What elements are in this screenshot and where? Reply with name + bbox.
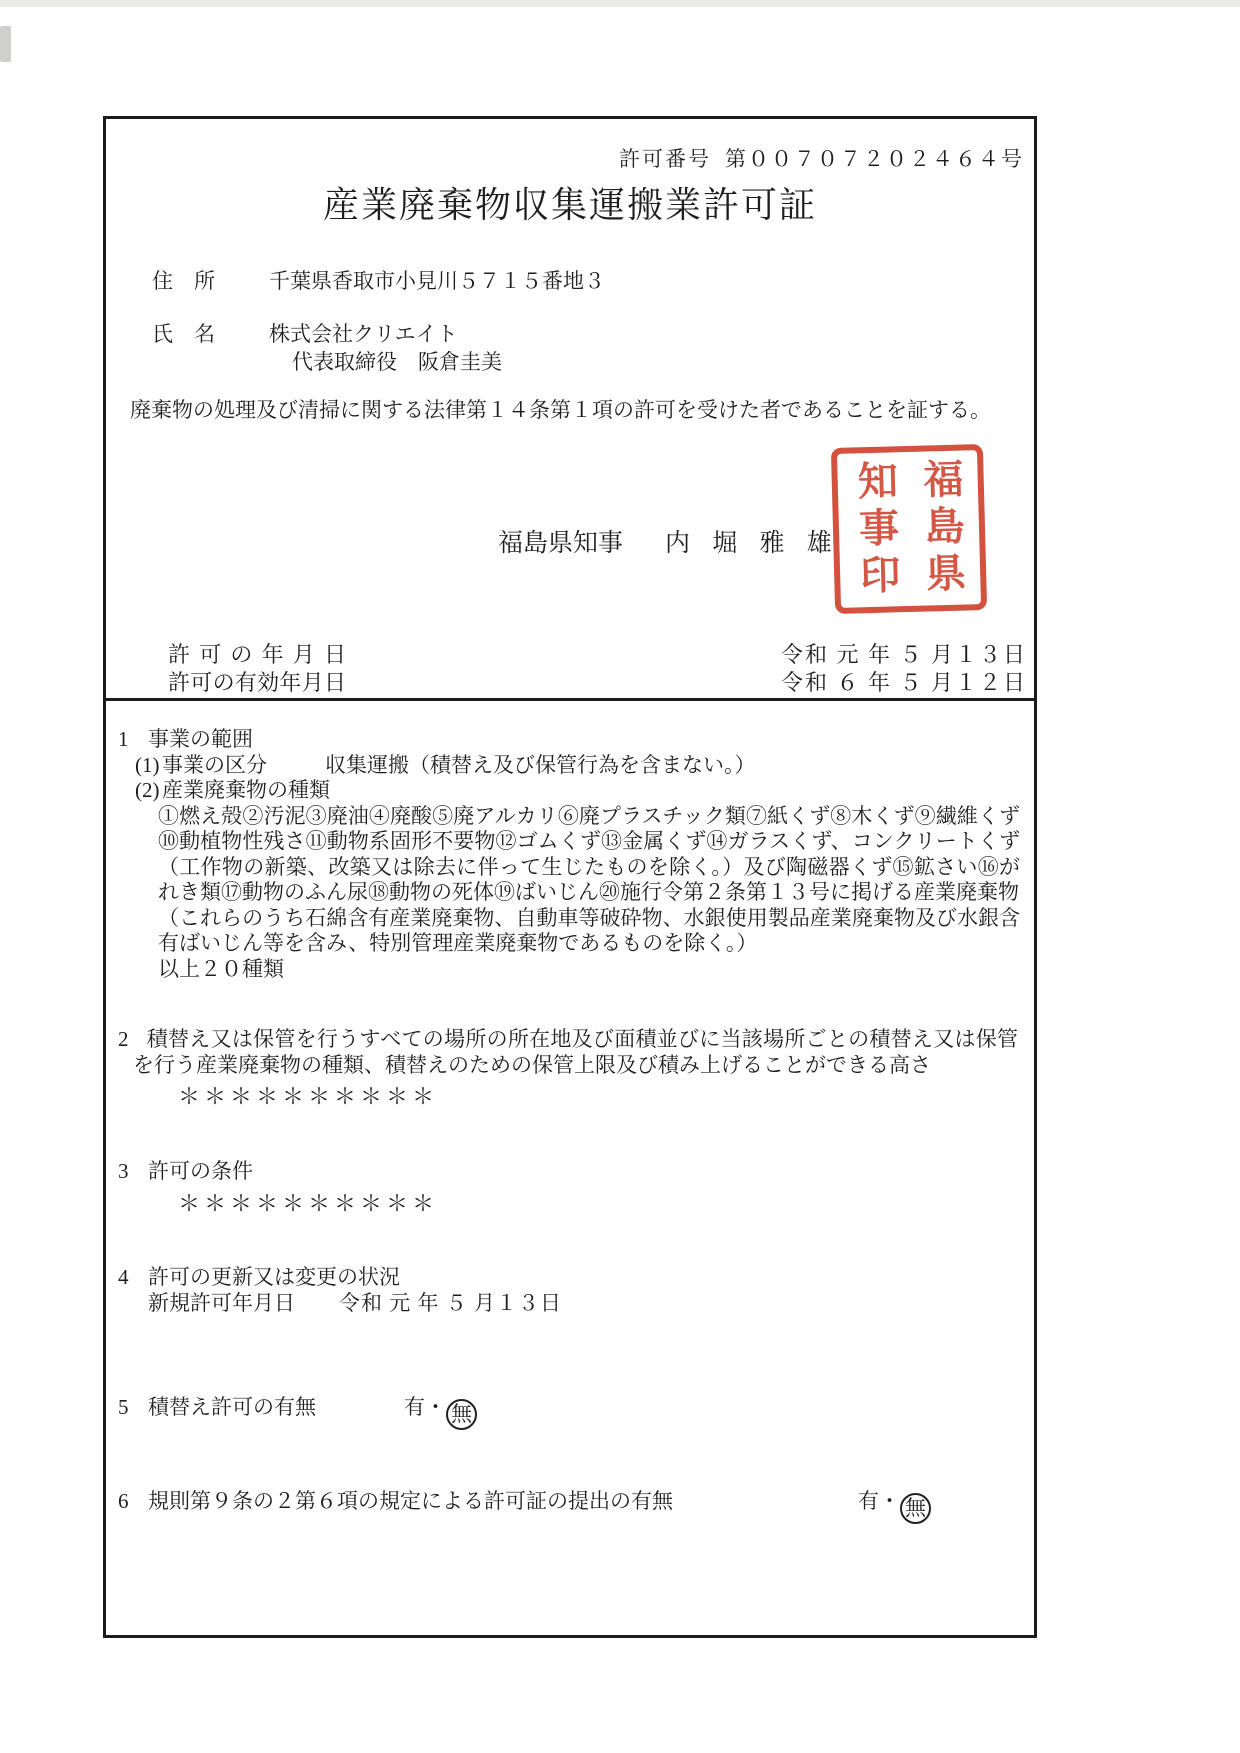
permit-number-value: 第００７０７２０２４６４号 xyxy=(725,147,1024,171)
representative-name: 代表取締役 阪倉圭美 xyxy=(292,350,502,374)
waste-note: （これらのうち石綿含有産業廃棄物、自動車等破砕物、水銀使用製品産業廃棄物及び水銀含有ばいじん等を含み、特別管理産業廃棄物であるものを除く。） xyxy=(158,905,1020,955)
holder-name-row xyxy=(152,318,458,348)
section-6-options xyxy=(858,1489,931,1520)
section-1-heading xyxy=(106,727,1034,753)
expiry-date-row xyxy=(168,666,1028,695)
name-label: 氏 名 xyxy=(152,322,215,346)
section-transfer-storage xyxy=(106,1027,1034,1110)
dates-block xyxy=(168,638,1028,695)
section-3-title: 許可の条件 xyxy=(148,1159,253,1183)
section-4-title: 許可の更新又は変更の状況 xyxy=(148,1265,400,1289)
section-transfer-permit xyxy=(106,1395,1034,1430)
certificate-frame xyxy=(103,116,1037,1638)
section-4-heading xyxy=(106,1265,1034,1291)
item-1-value: 収集運搬（積替え及び保管行為を含まない。） xyxy=(325,752,756,777)
section-business-scope xyxy=(106,727,1034,982)
company-name: 株式会社クリエイト xyxy=(269,322,458,346)
section-5-options xyxy=(404,1395,477,1426)
scan-artifact-left xyxy=(0,26,11,62)
section-5-heading xyxy=(106,1395,1034,1430)
section-permit-conditions xyxy=(106,1159,1034,1216)
section-6-heading xyxy=(106,1489,1034,1524)
new-permit-date-value: 令和 元 年 ５ 月１３日 xyxy=(339,1290,562,1315)
option-dot: ・ xyxy=(425,1395,446,1419)
option-yes: 有 xyxy=(404,1395,425,1419)
section-2-heading xyxy=(106,1027,1034,1078)
address-value: 千葉県香取市小見川５７１５番地３ xyxy=(269,269,605,293)
issue-date-row xyxy=(168,638,1028,667)
option-yes: 有 xyxy=(858,1489,879,1513)
section-4-number: 4 xyxy=(118,1265,129,1289)
section-6-title: 規則第９条の２第６項の規定による許可証の提出の有無 xyxy=(148,1489,673,1513)
section-1-number: 1 xyxy=(118,727,129,751)
document-title: 産業廃棄物収集運搬業許可証 xyxy=(322,185,817,225)
section-2-title: 積替え又は保管を行うすべての場所の所在地及び面積並びに当該場所ごとの積替え又は保管を行う産業廃棄物の種類、積替えのための保管上限及び積み上げることができる高さ xyxy=(133,1027,1018,1077)
section-5-number: 5 xyxy=(118,1395,129,1419)
waste-total: 以上２０種類 xyxy=(158,956,284,981)
section-3-value: ＊＊＊＊＊＊＊＊＊＊ xyxy=(178,1190,439,1216)
section-3-heading xyxy=(106,1159,1034,1185)
holder-address-row xyxy=(152,265,605,295)
item-2-number: (2) xyxy=(135,778,160,802)
new-permit-date-row xyxy=(148,1291,1034,1317)
expiry-date-label: 許可の有効年月日 xyxy=(168,670,346,695)
waste-kind-row xyxy=(135,778,1034,804)
expiry-date-value: 令和 ６ 年 ５ 月１２日 xyxy=(781,670,1028,695)
option-no-circled: 無 xyxy=(446,1399,477,1430)
issue-date-label: 許 可 の 年 月 日 xyxy=(168,642,346,667)
certification-statement: 廃棄物の処理及び清掃に関する法律第１４条第１項の許可を受けた者であることを証する。 xyxy=(130,398,991,422)
issuer-line xyxy=(498,523,840,559)
permit-number-label: 許可番号 xyxy=(619,147,711,171)
issuer-name: 内 堀 雅 雄 xyxy=(665,530,840,557)
governor-seal-icon xyxy=(831,444,987,614)
permit-number-line xyxy=(619,143,1024,173)
seal-text-left: 知事印 xyxy=(851,458,901,601)
address-label: 住 所 xyxy=(152,269,215,293)
section-3-number: 3 xyxy=(118,1159,129,1183)
section-certificate-submission xyxy=(106,1489,1034,1524)
section-5-title: 積替え許可の有無 xyxy=(148,1395,316,1419)
section-2-value: ＊＊＊＊＊＊＊＊＊＊ xyxy=(178,1084,439,1109)
item-1-label: 事業の区分 xyxy=(162,752,267,777)
seal-text-right: 福島県 xyxy=(917,457,967,600)
business-category-row xyxy=(135,753,1034,779)
waste-type-list: ①燃え殻②汚泥③廃油④廃酸⑤廃アルカリ⑥廃プラスチック類⑦紙くず⑧木くず⑨繊維くず⑩動植物性残さ⑪動物系固形不要物⑫ゴムくず⑬金属くず⑭ガラスくず、コンクリートくず（工作物の新築、改築又は除去に伴って生じたものを除く。）及び陶磁器くず⑮鉱さい⑯がれき類⑰動物のふん尿⑱動物の死体⑲ばいじん⑳施行令第２条第１３号に掲げる産業廃棄物 xyxy=(158,803,1020,904)
item-1-number: (1) xyxy=(135,752,160,777)
new-permit-date-label: 新規許可年月日 xyxy=(148,1290,295,1315)
section-divider xyxy=(103,698,1037,701)
issue-date-value: 令和 元 年 ５ 月１３日 xyxy=(781,642,1028,667)
representative-row xyxy=(292,346,502,376)
option-dot: ・ xyxy=(879,1489,900,1513)
section-renewal-status xyxy=(106,1265,1034,1316)
option-no-circled: 無 xyxy=(900,1493,931,1524)
section-1-title: 事業の範囲 xyxy=(148,727,253,751)
scan-artifact-top xyxy=(0,0,1240,7)
section-6-number: 6 xyxy=(118,1489,129,1513)
section-2-number: 2 xyxy=(118,1027,129,1051)
issuer-title: 福島県知事 xyxy=(498,530,624,557)
item-2-label: 産業廃棄物の種類 xyxy=(162,778,330,802)
